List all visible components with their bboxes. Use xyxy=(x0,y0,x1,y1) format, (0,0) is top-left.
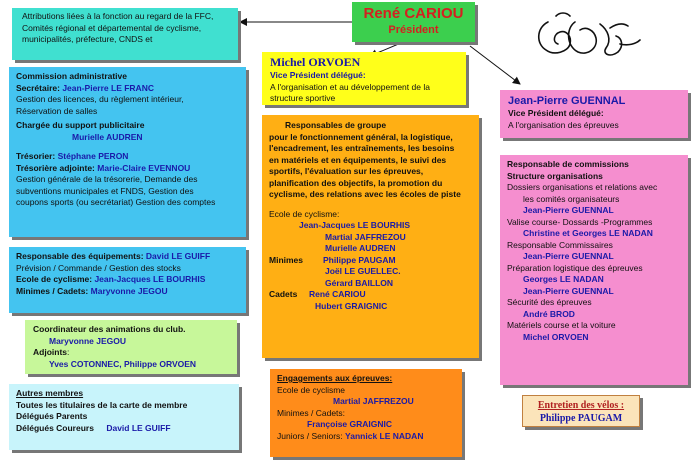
president-box xyxy=(352,2,475,42)
anim-adj-sep: : xyxy=(67,347,70,357)
animations-box xyxy=(25,320,237,374)
vp-orvoen-role: Vice Président délégué: xyxy=(270,70,366,80)
equip-ecole xyxy=(16,274,239,286)
groupe-minimes-name: Gérard BAILLON xyxy=(325,277,394,288)
engagements-box xyxy=(270,369,462,457)
equip-ecole-label: Ecole de cyclisme: xyxy=(16,274,93,284)
president-name: René CARIOU xyxy=(363,5,464,22)
equip-resp xyxy=(16,251,239,263)
vp-guennal-box xyxy=(500,90,688,138)
autres-line: Délégués Parents xyxy=(16,411,88,421)
admin-treasurer-adj xyxy=(16,163,239,175)
commissions-box xyxy=(500,155,688,385)
commissions-name: Jean-Pierre GUENNAL xyxy=(523,205,614,215)
equipment-box xyxy=(9,247,246,313)
groupe-ecole-label: Ecole de cyclisme: xyxy=(269,208,340,219)
autres-coureurs xyxy=(16,423,232,435)
groupe-cadets-name: René CARIOU xyxy=(309,289,366,299)
admin-treasurer xyxy=(16,151,239,163)
groupe-title: Responsables de groupe xyxy=(285,120,387,130)
groupe-desc: sportifs, l'évaluation sur les épreuves, xyxy=(269,166,424,176)
autres-coureurs-label: Délégués Coureurs xyxy=(16,422,94,433)
commissions-desc: Préparation logistique des épreuves xyxy=(507,262,643,273)
equip-resp-name: David LE GUIFF xyxy=(145,251,211,261)
commissions-name: Jean-Pierre GUENNAL xyxy=(523,251,614,261)
equip-minimes-name: Maryvonne JEGOU xyxy=(90,285,168,296)
groupe-minimes-name: Philippe PAUGAM xyxy=(323,254,396,265)
vp-orvoen-box xyxy=(262,52,466,105)
engagements-ecole-label: Ecole de cyclisme xyxy=(277,384,346,395)
commissions-desc: Responsable Commissaires xyxy=(507,239,613,250)
commissions-desc: Sécurité des épreuves xyxy=(507,297,592,307)
admin-treasurer-adj-label: Trésorière adjointe: xyxy=(16,162,95,173)
admin-desc: Réservation de salles xyxy=(16,105,98,116)
commissions-desc: Matériels course et la voiture xyxy=(507,320,616,330)
admin-treasurer-adj-name: Marie-Claire EVENNOU xyxy=(97,162,191,173)
admin-secretary-label: Secrétaire: xyxy=(16,82,60,93)
admin-secretary-name: Jean-Pierre LE FRANC xyxy=(62,82,154,93)
admin-desc: subventions municipales et FNDS, Gestion des xyxy=(16,185,194,196)
admin-treasurer-label: Trésorier: xyxy=(16,151,56,161)
commissions-name: Jean-Pierre GUENNAL xyxy=(523,285,614,296)
anim-coord-name: Maryvonne JEGOU xyxy=(49,335,126,346)
groupe-minimes-label: Minimes xyxy=(269,254,304,265)
admin-support-name: Murielle AUDREN xyxy=(72,131,143,142)
groupe-desc: l'encadrement, les entraînements, les besoins xyxy=(269,143,455,153)
equip-resp-label: Responsable des équipements: xyxy=(16,251,144,261)
attributions-line: Comités régional et départemental de cyclisme, xyxy=(22,22,202,33)
commissions-title: Responsable de commissions xyxy=(507,159,629,169)
autres-coureurs-name: David LE GUIFF xyxy=(106,422,171,433)
attributions-line: Attributions liées à la fonction au regard de la FFC, xyxy=(22,11,214,21)
commissions-name: Michel ORVOEN xyxy=(523,331,589,342)
engagements-ecole-name: Martial JAFFREZOU xyxy=(333,396,414,406)
groupe-desc: pour le fonctionnement général, la logistique, xyxy=(269,131,453,142)
groupe-ecole-name: Martial JAFFREZOU xyxy=(325,231,406,242)
vp-orvoen-name: Michel ORVOEN xyxy=(270,55,361,69)
anim-title: Coordinateur des animations du club. xyxy=(33,324,186,334)
attributions-box xyxy=(12,8,238,60)
groupe-desc: planification des objectifs, la promotion du xyxy=(269,177,443,188)
groupe-desc: en matériels et en équipements, le suivi des xyxy=(269,154,447,165)
groupe-desc: cyclisme, des relations avec les écoles de piste xyxy=(269,189,461,199)
admin-secretary xyxy=(16,83,239,95)
engagements-minimes-name: Françoise GRAIGNIC xyxy=(307,419,393,429)
groupe-ecole-name: Jean-Jacques LE BOURHIS xyxy=(299,220,411,230)
vp-guennal-name: Jean-Pierre GUENNAL xyxy=(508,95,626,107)
vp-orvoen-desc: structure sportive xyxy=(270,93,336,103)
groupe-cadets xyxy=(269,289,472,301)
admin-support-label: Chargée du support publicitaire xyxy=(16,120,145,130)
admin-desc: coupons sports (ou secrétariat) Gestion des comptes xyxy=(16,197,216,207)
group-leaders-box xyxy=(262,115,479,358)
admin-title: Commission administrative xyxy=(16,71,128,81)
commissions-desc: Dossiers organisations et relations avec xyxy=(507,182,658,192)
admin-treasurer-name: Stéphane PERON xyxy=(57,151,129,161)
engagements-minimes-label: Minimes / Cadets: xyxy=(277,407,346,418)
president-role: Président xyxy=(388,24,439,36)
groupe-minimes-name: Joël LE GUELLEC. xyxy=(325,266,401,276)
commissions-desc: Valise course- Dossards -Programmes xyxy=(507,216,653,227)
engagements-title: Engagements aux épreuves: xyxy=(277,373,393,383)
anim-adj-names: Yves COTONNEC, Philippe ORVOEN xyxy=(49,358,197,369)
commissions-name: Christine et Georges LE NADAN xyxy=(523,228,653,238)
arrow-to-vp-guennal xyxy=(470,46,520,84)
autres-title: Autres membres xyxy=(16,388,84,398)
vp-guennal-role: Vice Président délégué: xyxy=(508,108,604,118)
admin-desc: Gestion générale de la trésorerie, Demande des xyxy=(16,174,198,184)
equip-ecole-name: Jean-Jacques LE BOURHIS xyxy=(94,274,206,284)
equip-minimes-label: Minimes / Cadets: xyxy=(16,285,89,296)
equip-minimes xyxy=(16,286,239,298)
engagements-juniors-name: Yannick LE NADAN xyxy=(345,430,424,441)
bike-maintenance-box xyxy=(522,395,640,427)
groupe-cadets-name: Hubert GRAIGNIC xyxy=(315,300,388,311)
groupe-cadets-label: Cadets xyxy=(269,289,298,299)
engagements-juniors-label: Juniors / Seniors: xyxy=(277,430,343,441)
vp-orvoen-desc: A l'organisation et au développement de la xyxy=(270,81,430,92)
engagements-juniors xyxy=(277,431,455,443)
commissions-name: Georges LE NADAN xyxy=(523,274,604,284)
vp-guennal-desc: A l'organisation des épreuves xyxy=(508,119,619,130)
admin-desc: Gestion des licences, du règlement intérieur, xyxy=(16,94,184,104)
autres-line: Toutes les titulaires de la carte de membre xyxy=(16,399,188,410)
commissions-name: André BROD xyxy=(523,308,575,319)
velos-title: Entretien des vélos : xyxy=(537,400,625,411)
groupe-ecole-name: Murielle AUDREN xyxy=(325,243,396,253)
attributions-line: municipalités, préfecture, CNDS et xyxy=(22,34,153,44)
anim-adj-label: Adjoints xyxy=(33,347,67,357)
admin-commission-box xyxy=(9,67,246,237)
groupe-minimes xyxy=(269,255,472,267)
other-members-box xyxy=(9,384,239,450)
equip-desc: Prévision / Commande / Gestion des stocks xyxy=(16,262,181,273)
commissions-desc: les comités organisateurs xyxy=(523,193,620,204)
velos-name: Philippe PAUGAM xyxy=(539,413,623,424)
commissions-structure: Structure organisations xyxy=(507,170,603,181)
anim-adjoints xyxy=(33,347,229,359)
